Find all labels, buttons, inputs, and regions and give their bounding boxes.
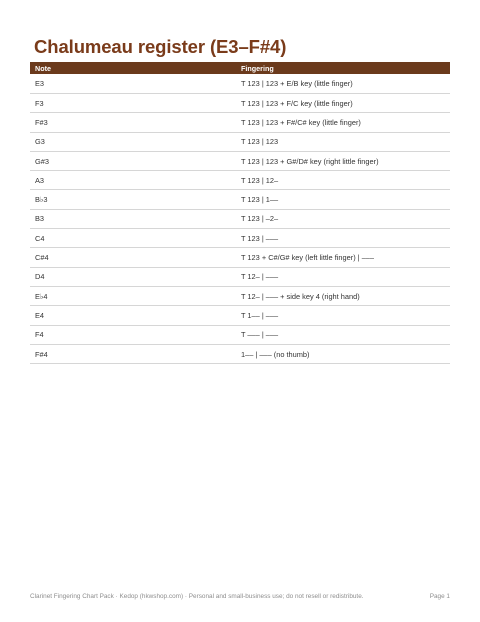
fingering-cell: T 123 | 123 + E/B key (little finger): [236, 74, 450, 94]
page-footer: [30, 593, 450, 600]
table-row: [30, 74, 450, 94]
fingering-cell: T ––– | –––: [236, 325, 450, 344]
page-title: Chalumeau register (E3–F#4): [34, 36, 287, 57]
table-row: [30, 151, 450, 170]
fingering-cell: T 123 | 123 + G#/D# key (right little finger): [236, 151, 450, 170]
note-cell: D4: [30, 267, 236, 286]
fingering-table: [30, 62, 450, 364]
fingering-cell: T 123 | –––: [236, 229, 450, 248]
fingering-cell: T 1–– | –––: [236, 306, 450, 325]
table-row: [30, 171, 450, 190]
table-row: [30, 113, 450, 132]
fingering-cell: T 123 | 12–: [236, 171, 450, 190]
table-row: [30, 248, 450, 267]
table-header-row: [30, 62, 450, 74]
note-cell: F#4: [30, 344, 236, 363]
table-row: [30, 209, 450, 228]
table-row: [30, 344, 450, 363]
fingering-cell: T 123 + C#/G# key (left little finger) | –––: [236, 248, 450, 267]
table-row: [30, 325, 450, 344]
table-row: [30, 229, 450, 248]
note-cell: F4: [30, 325, 236, 344]
column-header-fingering: Fingering: [236, 62, 450, 74]
note-cell: A3: [30, 171, 236, 190]
footer-credit: Clarinet Fingering Chart Pack · Kedop (hkwshop.com) · Personal and small-business use; do not resell or redistribute.: [30, 593, 364, 600]
page-number: Page 1: [429, 593, 450, 600]
fingering-cell: T 12– | –––: [236, 267, 450, 286]
table-row: [30, 94, 450, 113]
note-cell: F3: [30, 94, 236, 113]
fingering-cell: T 123 | 123 + F/C key (little finger): [236, 94, 450, 113]
table-row: [30, 306, 450, 325]
table-row: [30, 132, 450, 151]
note-cell: E3: [30, 74, 236, 94]
note-cell: G#3: [30, 151, 236, 170]
note-cell: G3: [30, 132, 236, 151]
fingering-cell: T 12– | ––– + side key 4 (right hand): [236, 286, 450, 305]
note-cell: E4: [30, 306, 236, 325]
fingering-cell: 1–– | ––– (no thumb): [236, 344, 450, 363]
table-row: [30, 190, 450, 209]
fingering-cell: T 123 | –2–: [236, 209, 450, 228]
fingering-cell: T 123 | 123 + F#/C# key (little finger): [236, 113, 450, 132]
note-cell: C4: [30, 229, 236, 248]
note-cell: B3: [30, 209, 236, 228]
note-cell: E♭4: [30, 286, 236, 305]
table-row: [30, 286, 450, 305]
column-header-note: Note: [30, 62, 236, 74]
table-row: [30, 267, 450, 286]
note-cell: C#4: [30, 248, 236, 267]
note-cell: B♭3: [30, 190, 236, 209]
note-cell: F#3: [30, 113, 236, 132]
fingering-cell: T 123 | 123: [236, 132, 450, 151]
fingering-cell: T 123 | 1––: [236, 190, 450, 209]
